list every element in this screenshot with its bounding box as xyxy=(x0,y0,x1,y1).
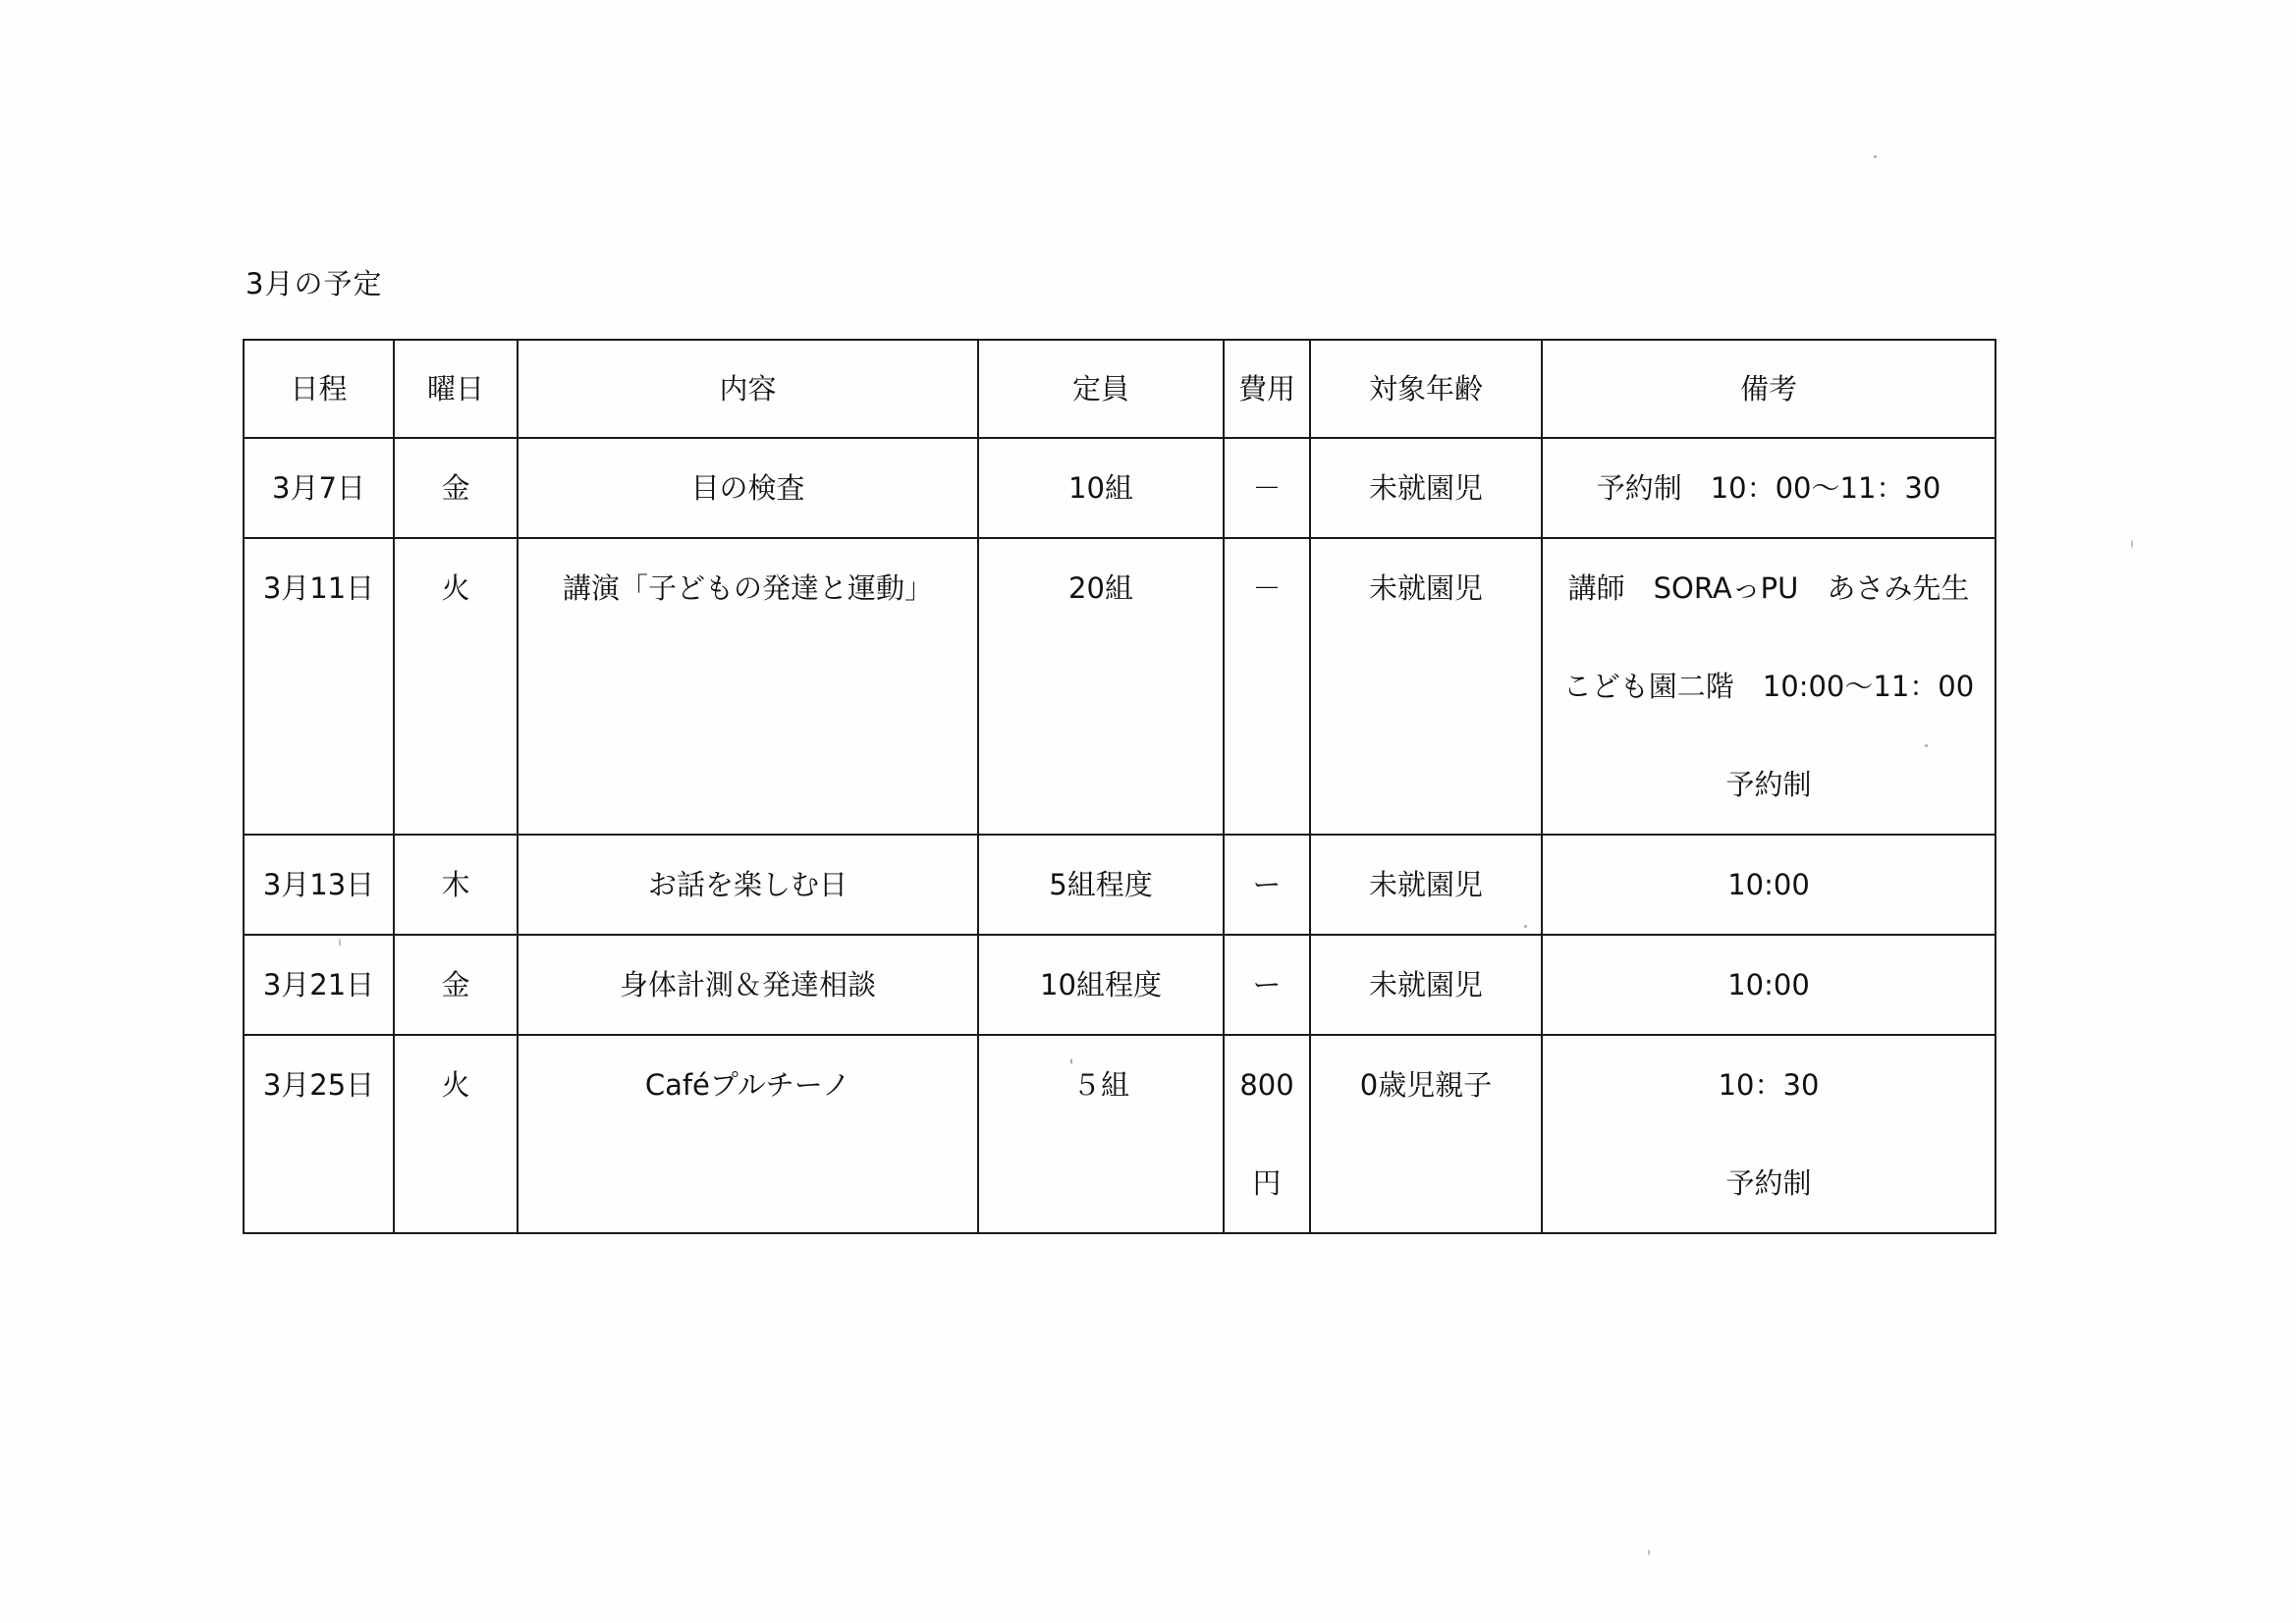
scan-speck xyxy=(1925,744,1928,747)
cell-date: 3月13日 xyxy=(244,835,394,935)
note-line: 10:00 xyxy=(1727,968,1810,1001)
cell-capacity: 20組 xyxy=(978,538,1224,835)
table-row xyxy=(244,538,1995,835)
cell-weekday: 火 xyxy=(394,1035,518,1233)
header-fee: 費用 xyxy=(1224,340,1310,438)
cell-capacity: 10組程度 xyxy=(978,935,1224,1035)
cell-weekday: 木 xyxy=(394,835,518,935)
cell-notes xyxy=(1542,1035,1995,1233)
fee-line: ー xyxy=(1252,968,1282,1001)
cell-content: 講演「子どもの発達と運動」 xyxy=(518,538,978,835)
table-header-row xyxy=(244,340,1995,438)
cell-age: 未就園児 xyxy=(1310,935,1542,1035)
cell-fee xyxy=(1224,935,1310,1035)
note-line: 予約制 10：00〜11：30 xyxy=(1596,471,1941,505)
table-row xyxy=(244,835,1995,935)
cell-capacity: ５組 xyxy=(978,1035,1224,1233)
cell-fee xyxy=(1224,438,1310,538)
scan-speck xyxy=(339,939,341,947)
cell-date: 3月21日 xyxy=(244,935,394,1035)
note-line: 予約制 xyxy=(1725,768,1812,801)
note-line: 予約制 xyxy=(1725,1166,1812,1200)
table-row xyxy=(244,1035,1995,1233)
cell-notes xyxy=(1542,835,1995,935)
note-line: 10:00 xyxy=(1727,868,1810,901)
cell-content: 目の検査 xyxy=(518,438,978,538)
cell-date: 3月25日 xyxy=(244,1035,394,1233)
note-line: こども園二階 10:00〜11：00 xyxy=(1562,670,1975,703)
table-row xyxy=(244,935,1995,1035)
cell-fee xyxy=(1224,835,1310,935)
header-capacity: 定員 xyxy=(978,340,1224,438)
fee-line: 円 xyxy=(1252,1166,1282,1200)
cell-age: 未就園児 xyxy=(1310,835,1542,935)
fee-line: － xyxy=(1252,471,1282,505)
scan-speck xyxy=(1874,155,1877,158)
cell-weekday: 金 xyxy=(394,438,518,538)
header-age: 対象年齢 xyxy=(1310,340,1542,438)
page-title: 3月の予定 xyxy=(246,267,383,300)
cell-content: Caféプルチーノ xyxy=(518,1035,978,1233)
cell-date: 3月11日 xyxy=(244,538,394,835)
scan-speck xyxy=(1524,925,1527,928)
cell-capacity: 10組 xyxy=(978,438,1224,538)
cell-notes xyxy=(1542,438,1995,538)
header-date: 日程 xyxy=(244,340,394,438)
cell-date: 3月7日 xyxy=(244,438,394,538)
cell-notes xyxy=(1542,538,1995,835)
fee-line: ー xyxy=(1252,868,1282,901)
scan-speck xyxy=(1648,1549,1650,1555)
cell-age: 未就園児 xyxy=(1310,438,1542,538)
table-row xyxy=(244,438,1995,538)
cell-content: 身体計測＆発達相談 xyxy=(518,935,978,1035)
cell-weekday: 火 xyxy=(394,538,518,835)
cell-age: 未就園児 xyxy=(1310,538,1542,835)
header-weekday: 曜日 xyxy=(394,340,518,438)
cell-weekday: 金 xyxy=(394,935,518,1035)
header-content: 内容 xyxy=(518,340,978,438)
note-line: 10：30 xyxy=(1718,1068,1820,1102)
scan-speck xyxy=(2131,540,2133,548)
fee-line: － xyxy=(1252,571,1282,605)
cell-notes xyxy=(1542,935,1995,1035)
header-notes: 備考 xyxy=(1542,340,1995,438)
cell-content: お話を楽しむ日 xyxy=(518,835,978,935)
note-line: 講師 SORAっPU あさみ先生 xyxy=(1567,571,1970,605)
scan-speck xyxy=(1070,1058,1072,1064)
cell-fee xyxy=(1224,1035,1310,1233)
fee-line: 800 xyxy=(1239,1068,1294,1102)
schedule-table xyxy=(243,339,1996,1234)
cell-fee xyxy=(1224,538,1310,835)
cell-capacity: 5組程度 xyxy=(978,835,1224,935)
cell-age: 0歳児親子 xyxy=(1310,1035,1542,1233)
